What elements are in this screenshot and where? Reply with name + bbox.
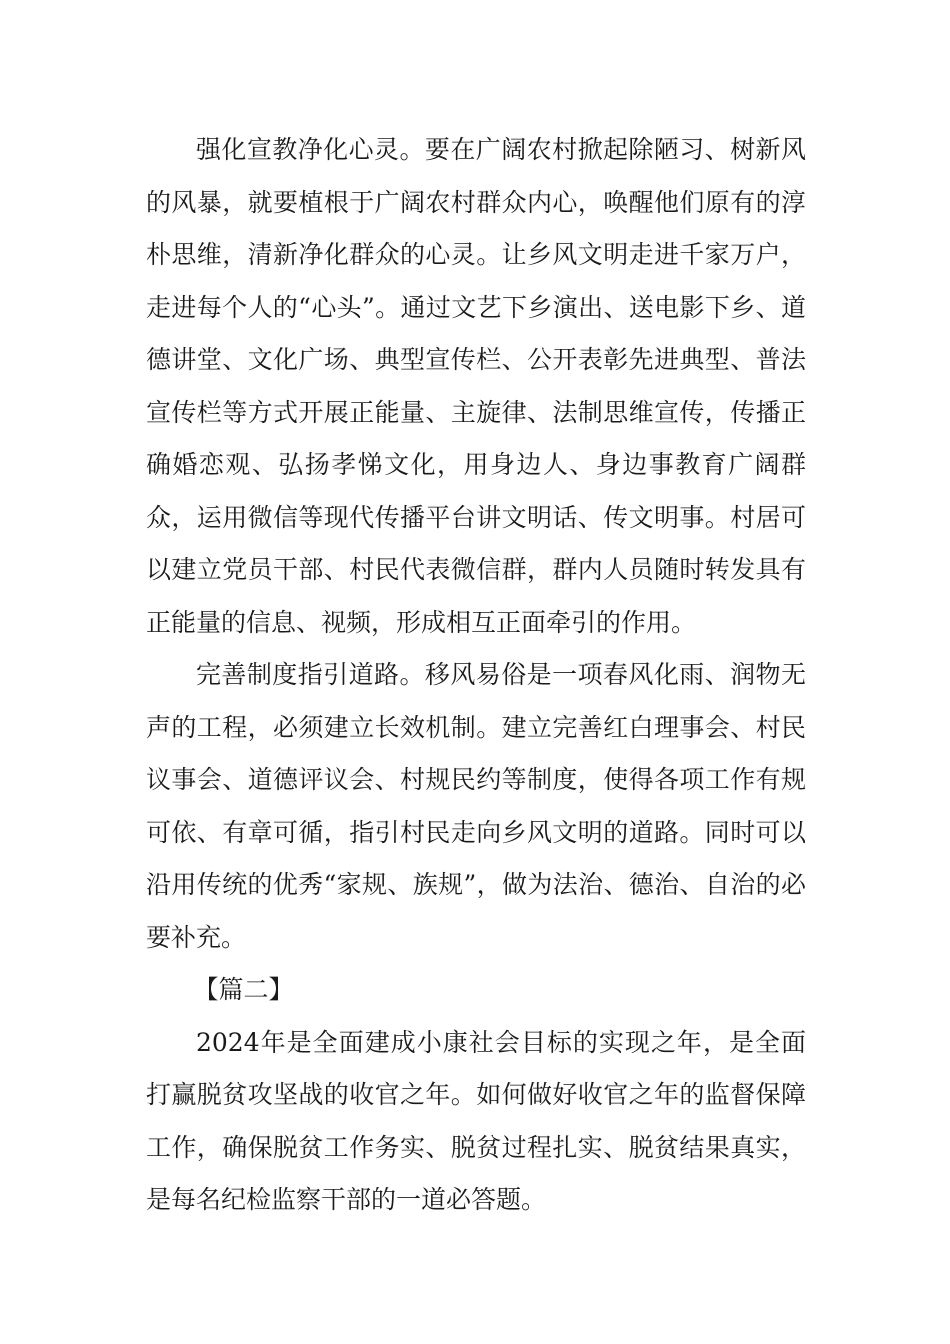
section-heading: 【篇二】 [193,975,294,1004]
paragraph-civic-education: 强化宣教净化心灵。要在广阔农村掀起除陋习、树新风的风暴，就要植根于广阔农村群众内心，唤醒他们原有的淳朴思维，清新净化群众的心灵。让乡风文明走进千家万户，走进每个人的“心头”。通过文艺下乡演出、送电影下乡、道德讲堂、文化广场、典型宣传栏、公开表彰先进典型、普法宣传栏等方式开展正能量、主旋律、法制思维宣传，传播正确婚恋观、弘扬孝悌文化，用身边人、身边事教育广阔群众，运用微信等现代传播平台讲文明话、传文明事。村居可以建立党员干部、村民代表微信群，群内人员随时转发具有正能量的信息、视频，形成相互正面牵引的作用。 [146,135,806,637]
paragraph-institution-building: 完善制度指引道路。移风易俗是一项春风化雨、润物无声的工程，必须建立长效机制。建立完善红白理事会、村民议事会、道德评议会、村规民约等制度，使得各项工作有规可依、有章可循，指引村民走向乡风文明的道路。同时可以沿用传统的优秀“家规、族规”，做为法治、德治、自治的必要补充。 [146,660,806,952]
document-body [146,124,806,1227]
paragraph-poverty-alleviation: 2024年是全面建成小康社会目标的实现之年，是全面打赢脱贫攻坚战的收官之年。如何做好收官之年的监督保障工作，确保脱贫工作务实、脱贫过程扎实、脱贫结果真实，是每名纪检监察干部的一道必答题。 [146,1027,806,1214]
